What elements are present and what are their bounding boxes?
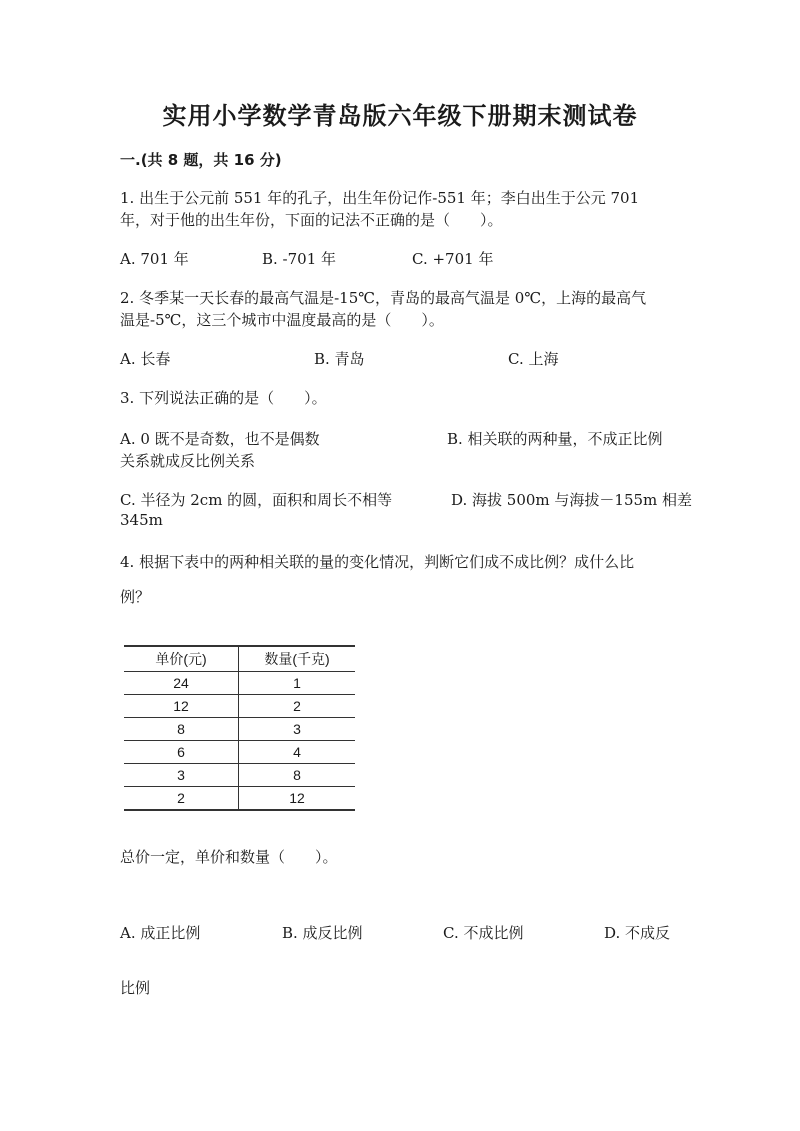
question-4-option-b: B. 成反比例	[282, 924, 363, 942]
question-3-line-1: 3. 下列说法正确的是（ ）。	[120, 389, 327, 407]
question-4-option-d: D. 不成反	[604, 924, 671, 942]
table-cell-price: 6	[124, 741, 239, 764]
question-2-option-a: A. 长春	[120, 350, 171, 368]
table-header-row	[124, 646, 355, 672]
table-cell-quantity: 4	[239, 741, 356, 764]
question-1-line-1: 1. 出生于公元前 551 年的孔子，出生年份记作-551 年；李白出生于公元 701	[120, 189, 640, 207]
table-cell-price: 24	[124, 672, 239, 695]
table-cell-price: 2	[124, 787, 239, 811]
question-4-option-a: A. 成正比例	[120, 924, 201, 942]
question-4-line-2: 例？	[120, 588, 151, 606]
question-3-option-a: A. 0 既不是奇数，也不是偶数	[120, 430, 320, 448]
table-cell-quantity: 3	[239, 718, 356, 741]
question-3-option-c: C. 半径为 2cm 的圆，面积和周长不相等	[120, 491, 393, 509]
table-cell-quantity: 12	[239, 787, 356, 811]
question-1-option-c: C. +701 年	[412, 250, 494, 268]
table-row	[124, 787, 355, 811]
table-row	[124, 741, 355, 764]
price-quantity-table	[124, 645, 355, 811]
question-3-option-b: B. 相关联的两种量，不成正比例	[447, 430, 663, 448]
question-2-line-1: 2. 冬季某一天长春的最高气温是-15℃，青岛的最高气温是 0℃，上海的最高气	[120, 289, 647, 307]
question-4-option-c: C. 不成比例	[443, 924, 524, 942]
section-header: 一.(共 8 题，共 16 分)	[120, 151, 282, 169]
table-cell-price: 3	[124, 764, 239, 787]
table-cell-quantity: 8	[239, 764, 356, 787]
question-3-option-b-cont: 关系就成反比例关系	[120, 452, 256, 470]
question-2-line-2: 温是-5℃，这三个城市中温度最高的是（ ）。	[120, 311, 444, 329]
table-header-price: 单价(元)	[124, 646, 239, 672]
table-cell-price: 12	[124, 695, 239, 718]
question-4-prompt: 总价一定，单价和数量（ ）。	[120, 848, 338, 866]
table-header-quantity: 数量(千克)	[239, 646, 356, 672]
question-3-option-d-cont: 345m	[120, 511, 163, 529]
question-4-line-1: 4. 根据下表中的两种相关联的量的变化情况，判断它们成不成比例？成什么比	[120, 553, 635, 571]
table-row	[124, 695, 355, 718]
question-3-option-d: D. 海拔 500m 与海拔－155m 相差	[451, 491, 693, 509]
table-row	[124, 764, 355, 787]
table-cell-quantity: 2	[239, 695, 356, 718]
table-cell-quantity: 1	[239, 672, 356, 695]
question-1-option-a: A. 701 年	[120, 250, 189, 268]
question-4-option-d-cont: 比例	[120, 979, 151, 997]
table-cell-price: 8	[124, 718, 239, 741]
question-2-option-c: C. 上海	[508, 350, 559, 368]
question-2-option-b: B. 青岛	[314, 350, 365, 368]
page-title: 实用小学数学青岛版六年级下册期末测试卷	[162, 101, 638, 130]
question-1-option-b: B. -701 年	[262, 250, 337, 268]
question-1-line-2: 年，对于他的出生年份，下面的记法不正确的是（ ）。	[120, 211, 503, 229]
table-row	[124, 718, 355, 741]
table-row	[124, 672, 355, 695]
